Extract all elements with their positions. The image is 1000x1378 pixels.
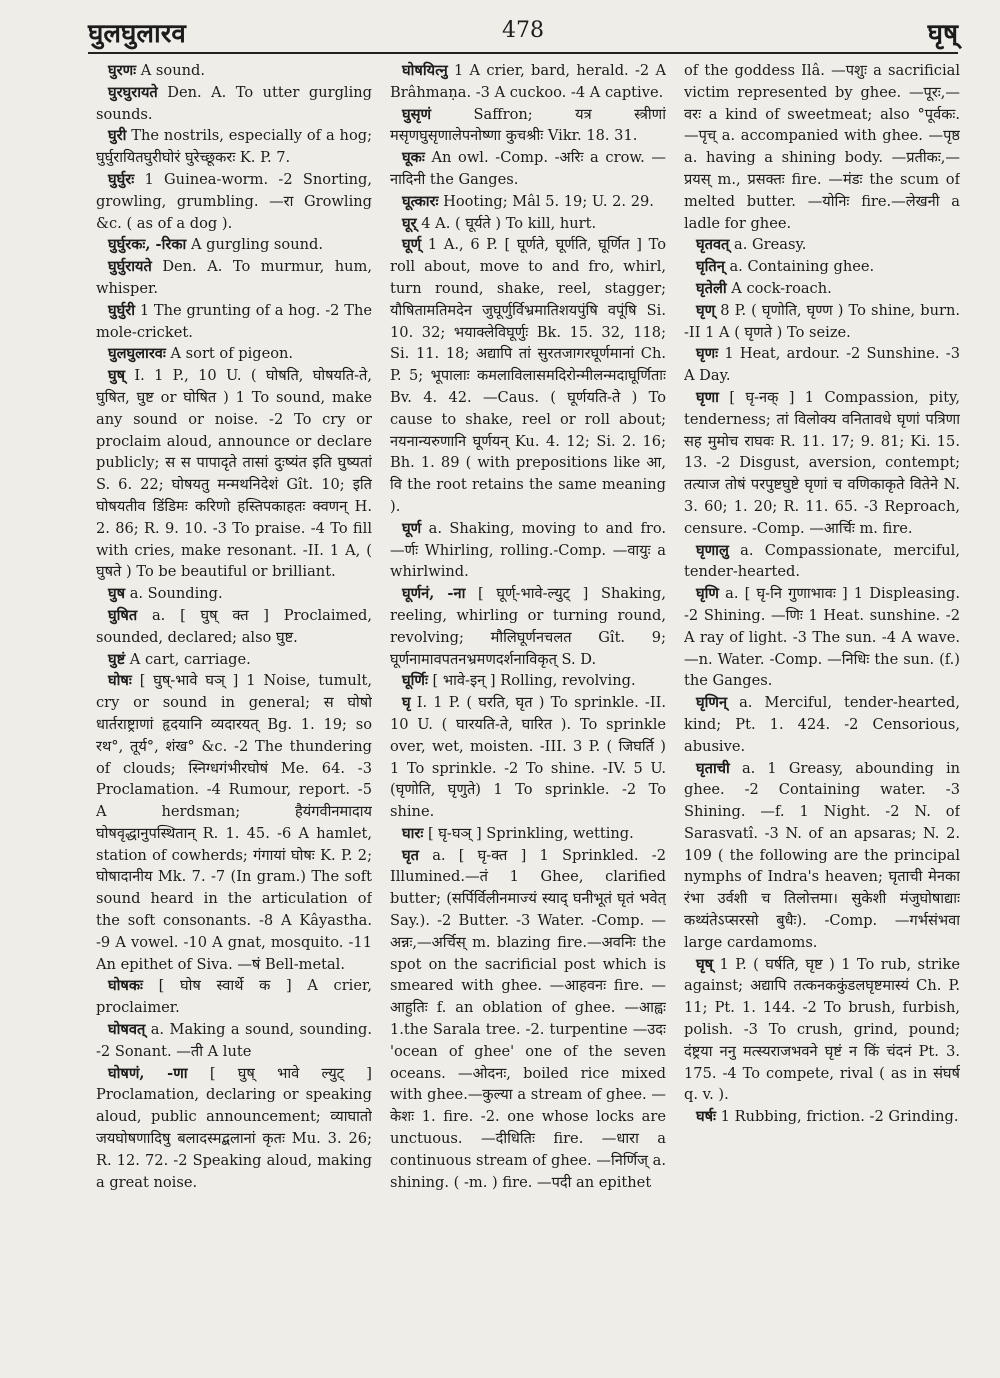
entry-headword: घृतवत् — [696, 236, 730, 254]
dictionary-entry — [684, 234, 960, 256]
entry-definition: 1 Heat, ardour. -2 Sunshine. -3 A Day. — [684, 345, 960, 385]
dictionary-columns — [96, 60, 960, 1360]
entry-headword: घृणालु — [696, 541, 729, 559]
dictionary-entry — [96, 300, 372, 344]
entry-definition: [ घोष स्वार्थे क ] A crier, proclaimer. — [96, 977, 372, 1017]
entry-headword: घूर्ण् — [402, 236, 422, 254]
dictionary-entry — [96, 343, 372, 365]
entry-headword: घुरी — [108, 127, 127, 145]
entry-definition: [ घृ-घञ् ] Sprinkling, wetting. — [427, 824, 634, 842]
entry-headword: घृणि — [696, 585, 719, 603]
dictionary-entry — [96, 670, 372, 975]
entry-headword: घृत — [402, 846, 419, 864]
dictionary-entry — [684, 692, 960, 757]
dictionary-entry — [390, 147, 666, 191]
entry-definition: 1 P. ( घर्षति, घृष्ट ) 1 To rub, strike against; अद्यापि तत्कनककुंडलघृष्टमास्यं Ch. P. 11; Pt. 1. 144. -2 To brush, furbish, polish. -3 To crush, grind, pound; दंष्ट्रया ननु मत्स्यराजभवने घृष्टं न किं चंदनं Pt. 3. 175. -4 To compete, rival ( as in संघर्ष q. v. ). — [684, 955, 960, 1104]
dictionary-entry — [96, 60, 372, 82]
entry-headword: घृतिन् — [696, 258, 725, 276]
entry-definition: A sound. — [140, 62, 205, 79]
entry-headword: घुषित — [108, 606, 138, 624]
dictionary-entry — [684, 256, 960, 278]
entry-definition: a. Shaking, moving to and fro. —र्णः Whirling, rolling.-Comp. —वायुः a whirlwind. — [390, 519, 666, 581]
left-running-headword: घुलघुलारव — [88, 19, 186, 49]
entry-definition: 8 P. ( घृणोति, घृण्ण ) To shine, burn. -II 1 A ( घृणते ) To seize. — [684, 301, 960, 341]
entry-definition: I. 1 P. ( घरति, घृत ) To sprinkle. -II. 10 U. ( घारयति-ते, घारित ). To sprinkle over, wet, moisten. -III. 3 P. ( जिघर्ति ) 1 To sprinkle. -2 To shine. -IV. 5 U. (घृणोति, घृणुते) 1 To sprinkle. -2 To shine. — [390, 694, 666, 821]
dictionary-entry — [684, 583, 960, 692]
entry-headword: घृष् — [696, 955, 714, 973]
entry-headword: घुष्टं — [108, 650, 126, 668]
entry-definition: 4 A. ( घूर्यते ) To kill, hurt. — [421, 214, 597, 232]
column-1 — [96, 60, 372, 1360]
entry-definition: [ घुष्-भावे घञ् ] 1 Noise, tumult, cry or sound in general; स घोषो धार्तराष्ट्राणां हृदयानि व्यदारयत् Bg. 1. 19; so रथ°, तूर्य°, शंख° &c. -2 The thundering of clouds; स्निग्धगंभीरघोषं Me. 64. -3 Proclamation. -4 Rumour, report. -5 A herdsman; हैयंगवीनमादाय घोषवृद्धानुपस्थितान् R. 1. 45. -6 A hamlet, station of cowherds; गंगायां घोषः K. P. 2; घोषादानीय Mk. 7. -7 (In gram.) The soft sound heard in the articulation of the soft consonants. -8 A Kâyastha. -9 A vowel. -10 A gnat, mosquito. -11 An epithet of Siva. —षं Bell-metal. — [96, 672, 372, 973]
entry-headword: घूर्णिः — [402, 672, 428, 690]
dictionary-entry — [684, 300, 960, 344]
entry-headword: घुरघुरायते — [108, 83, 158, 101]
entry-headword: घुष — [108, 585, 126, 603]
dictionary-entry — [96, 1019, 372, 1063]
entry-definition: a. Sounding. — [129, 585, 223, 603]
entry-definition: 1 Rubbing, friction. -2 Grinding. — [720, 1108, 959, 1126]
entry-definition: a. Compassionate, merciful, tender-hearted. — [684, 541, 960, 581]
entry-headword: घोषणं, -णा — [108, 1064, 188, 1082]
entry-definition: Den. A. To murmur, hum, whisper. — [96, 258, 372, 297]
entry-definition: 1 Guinea-worm. -2 Snorting, growling, grumbling. —रा Growling &c. ( as of a dog ). — [96, 170, 372, 232]
entry-headword: घृणः — [696, 345, 719, 363]
dictionary-entry — [390, 692, 666, 823]
entry-definition: [ घुष् भावे ल्युट् ] Proclamation, declaring or speaking aloud, public announcement; व्याघातो जयघोषणादिषु बलादस्मद्बलानां कृतः Mu. 3. 26; R. 12. 72. -2 Speaking aloud, making a great noise. — [96, 1064, 372, 1191]
entry-definition: a. [ घृ-नि गुणाभावः ] 1 Displeasing. -2 Shining. —णिः 1 Heat. sunshine. -2 A ray of light. -3 The sun. -4 A wave. —n. Water. -Comp. —निधिः the sun. (f.) the Ganges. — [684, 585, 960, 690]
dictionary-entry — [390, 823, 666, 845]
entry-definition: I. 1 P., 10 U. ( घोषति, घोषयति-ते, घुषित, घुष्ट or घोषित ) 1 To sound, make any sound or noise. -2 To cry or proclaim aloud, announce or declare publicly; स स पापादृते तासां दुःष्यंत इति घुष्यतां S. 6. 22; घोषयतु मन्मथनिदेशं Gît. 10; इति घोषयतीव डिंडिमः करिणो हस्तिपकाहतः क्वणन् H. 2. 86; R. 9. 10. -3 To praise. -4 To fill with cries, make resonant. -II. 1 A, ( घुषते ) To be beautiful or brilliant. — [96, 367, 372, 581]
entry-headword: घुसृणं — [402, 105, 432, 123]
entry-headword: घुर्घुरायते — [108, 258, 152, 276]
entry-definition: [ भावे-इन् ] Rolling, revolving. — [432, 672, 636, 690]
page-header — [88, 6, 958, 50]
column-3 — [684, 60, 960, 1360]
dictionary-entry — [684, 343, 960, 387]
entry-definition: a. [ घुष् क्त ] Proclaimed, sounded, declared; also घुष्ट. — [96, 606, 372, 646]
right-running-headword: घृष् — [927, 19, 958, 49]
entry-headword: घोषकः — [108, 977, 143, 995]
entry-definition: 1 The grunting of a hog. -2 The mole-cricket. — [96, 301, 372, 341]
entry-headword: घुर्घुरः — [108, 170, 135, 188]
entry-definition: a. Making a sound, sounding. -2 Sonant. —ती A lute — [96, 1021, 372, 1060]
dictionary-entry — [684, 1106, 960, 1128]
entry-headword: घूर्णनं, -ना — [402, 585, 466, 603]
entry-definition: of the goddess Ilâ. —पशुः a sacrificial victim represented by ghee. —पूरः,—वरः a kind of sweetmeat; also °पूर्वकः. —पृच् a. accompanied with ghee. —पृष्ठ a. having a shining body. —प्रतीकः,—प्रयस् m., प्रसक्तः fire. —मंडः the scum of melted butter. —योनिः fire.—लेखनी a ladle for ghee. — [684, 62, 960, 232]
entry-headword: घृतेली — [696, 279, 727, 297]
dictionary-entry — [684, 278, 960, 300]
dictionary-entry — [96, 365, 372, 583]
entry-definition: a. Merciful, tender-hearted, kind; Pt. 1. 424. -2 Censorious, abusive. — [684, 694, 960, 755]
entry-headword: घुर्घुरी — [108, 301, 135, 319]
entry-headword: घोषवत् — [108, 1021, 146, 1039]
entry-headword: घूकः — [402, 149, 425, 167]
dictionary-entry — [390, 60, 666, 104]
dictionary-entry — [96, 256, 372, 300]
entry-definition: a. Greasy. — [734, 236, 807, 254]
entry-definition: 1 A., 6 P. [ घूर्णते, घूर्णति, घूर्णित ] To roll about, move to and fro, whirl, turn round, shake, reel, stagger; यौषितामतिमदेन जुघूर्णुर्विभ्रमातिशयपुंषि वपूंषि Si. 10. 32; भयाक्लेविघूर्णुः Bk. 15. 32, 118; Si. 11. 18; अद्यापि तां सुरतजागरघूर्णमानां Ch. P. 5; भूपालाः कमलाविलासमदिरोन्मीलन्मदाघूर्णिताः Bv. 4. 42. —Caus. ( घूर्णयति-ते ) To cause to shake, reel or roll about; नयनान्यरुणानि घूर्णयन् Ku. 4. 12; Si. 2. 16; Bh. 1. 89 ( with prepositions like आ, वि the root retains the same meaning ). — [390, 236, 666, 515]
entry-headword: घुरणः — [108, 62, 137, 79]
dictionary-entry — [390, 234, 666, 517]
dictionary-entry — [96, 605, 372, 649]
page-number: 478 — [502, 18, 544, 43]
dictionary-entry — [684, 758, 960, 954]
entry-headword: घोषयित्नु — [402, 62, 448, 79]
dictionary-entry — [96, 82, 372, 126]
dictionary-entry — [96, 1063, 372, 1194]
column-2 — [390, 60, 666, 1360]
dictionary-entry — [96, 583, 372, 605]
dictionary-entry — [390, 845, 666, 1194]
entry-headword: घृ — [402, 694, 411, 712]
entry-definition: a. 1 Greasy, abounding in ghee. -2 Containing water. -3 Shining. —f. 1 Night. -2 N. of Sarasvatî. -3 N. of an apsaras; N. 2. 109 ( the following are the principal nymphs of Indra's heaven; घृताची मेनका रंभा उर्वशी च तिलोत्तमा। सुकेशी मंजुघोषाद्याः कथ्यंतेऽप्सरसो बुधैः). -Comp. —गर्भसंभवा large cardamoms. — [684, 759, 960, 951]
dictionary-entry — [390, 191, 666, 213]
entry-definition: An owl. -Comp. -अरिः a crow. —नादिनी the Ganges. — [390, 149, 666, 188]
dictionary-entry — [390, 583, 666, 670]
dictionary-entry — [96, 234, 372, 256]
dictionary-entry — [96, 169, 372, 234]
dictionary-entry — [390, 104, 666, 148]
entry-definition: a. [ घृ-क्त ] 1 Sprinkled. -2 Illumined.—तं 1 Ghee, clarified butter; (सर्पिर्विलीनमाज्यं स्याद् घनीभूतं घृतं भवेत् Say.). -2 Butter. -3 Water. -Comp. —अन्नः,—अर्चिस् m. blazing fire.—अवनिः the spot on the sacrificial post which is smeared with ghee. —आहवनः fire. —आहुतिः f. an oblation of ghee. —आह्वः 1.the Sarala tree. -2. turpentine —उदः 'ocean of ghee' one of the seven oceans. —ओदनः, boiled rice mixed with ghee.—कुल्या a stream of ghee. —केशः 1. fire. -2. one whose locks are unctuous. —दीधितिः fire. —धारा a continuous stream of ghee. —निर्णिज् a. shining. ( -m. ) fire. —पदी an epithet — [390, 846, 666, 1191]
entry-definition: The nostrils, especially of a hog; घुर्घुरायितघुरीघोरं घुरेच्छूकरः K. P. 7. — [96, 127, 372, 167]
entry-definition: Den. A. To utter gurgling sounds. — [96, 83, 372, 123]
entry-headword: घूर्ण — [402, 519, 422, 537]
entry-headword: घूत्कारः — [402, 192, 439, 210]
entry-definition: a. Containing ghee. — [729, 258, 875, 276]
entry-definition: A cock-roach. — [731, 279, 832, 297]
entry-headword: घुष् — [108, 367, 126, 385]
entry-headword: घर्षः — [696, 1108, 717, 1126]
dictionary-entry — [96, 975, 372, 1019]
entry-headword: घोषः — [108, 672, 132, 690]
entry-definition: A cart, carriage. — [129, 650, 251, 668]
entry-definition: [ घृ-नक् ] 1 Compassion, pity, tenderness; तां विलोक्य वनितावधे घृणां पत्रिणा सह मुमोच राघवः R. 11. 17; 9. 81; Ki. 15. 13. -2 Disgust, aversion, contempt; तत्याज तोषं परपुष्टघुष्टे घृणां च वणिकाकृते वितेने N. 3. 60; 1. 20; R. 11. 65. -3 Reproach, censure. -Comp. —आर्चिः m. fire. — [684, 388, 960, 537]
entry-headword: घूर् — [402, 214, 417, 232]
dictionary-entry — [684, 540, 960, 584]
entry-definition: Saffron; यत्र स्त्रीणां मसृणघुसृणालेपनोष्णा कुचश्रीः Vikr. 18. 31. — [390, 105, 666, 145]
dictionary-entry — [390, 518, 666, 583]
dictionary-entry — [684, 60, 960, 234]
entry-definition: [ घूर्ण्-भावे-ल्युट् ] Shaking, reeling, whirling or turning round, revolving; मौलिघूर्णनचलत Gît. 9; घूर्णनामावपतनभ्रमणदर्शनाविकृत् S. D. — [390, 585, 666, 668]
dictionary-entry — [684, 954, 960, 1107]
entry-definition: A sort of pigeon. — [170, 345, 294, 363]
header-rule — [88, 52, 958, 54]
dictionary-entry — [390, 670, 666, 692]
dictionary-entry — [390, 213, 666, 235]
entry-headword: घुर्घुरकः, -रिका — [108, 236, 187, 254]
dictionary-entry — [96, 649, 372, 671]
dictionary-entry — [684, 387, 960, 540]
entry-definition: Hooting; Mâl 5. 19; U. 2. 29. — [443, 192, 654, 210]
entry-headword: घुलघुलारवः — [108, 345, 166, 363]
entry-headword: घृणिन् — [696, 694, 728, 712]
entry-headword: घृताची — [696, 759, 730, 777]
entry-headword: घृणा — [696, 388, 719, 406]
entry-headword: घारः — [402, 824, 424, 842]
dictionary-entry — [96, 125, 372, 169]
entry-definition: A gurgling sound. — [190, 236, 323, 254]
entry-definition: 1 A crier, bard, herald. -2 A Brâhmaṇa. -3 A cuckoo. -4 A captive. — [390, 62, 666, 101]
entry-headword: घृण् — [696, 301, 716, 319]
